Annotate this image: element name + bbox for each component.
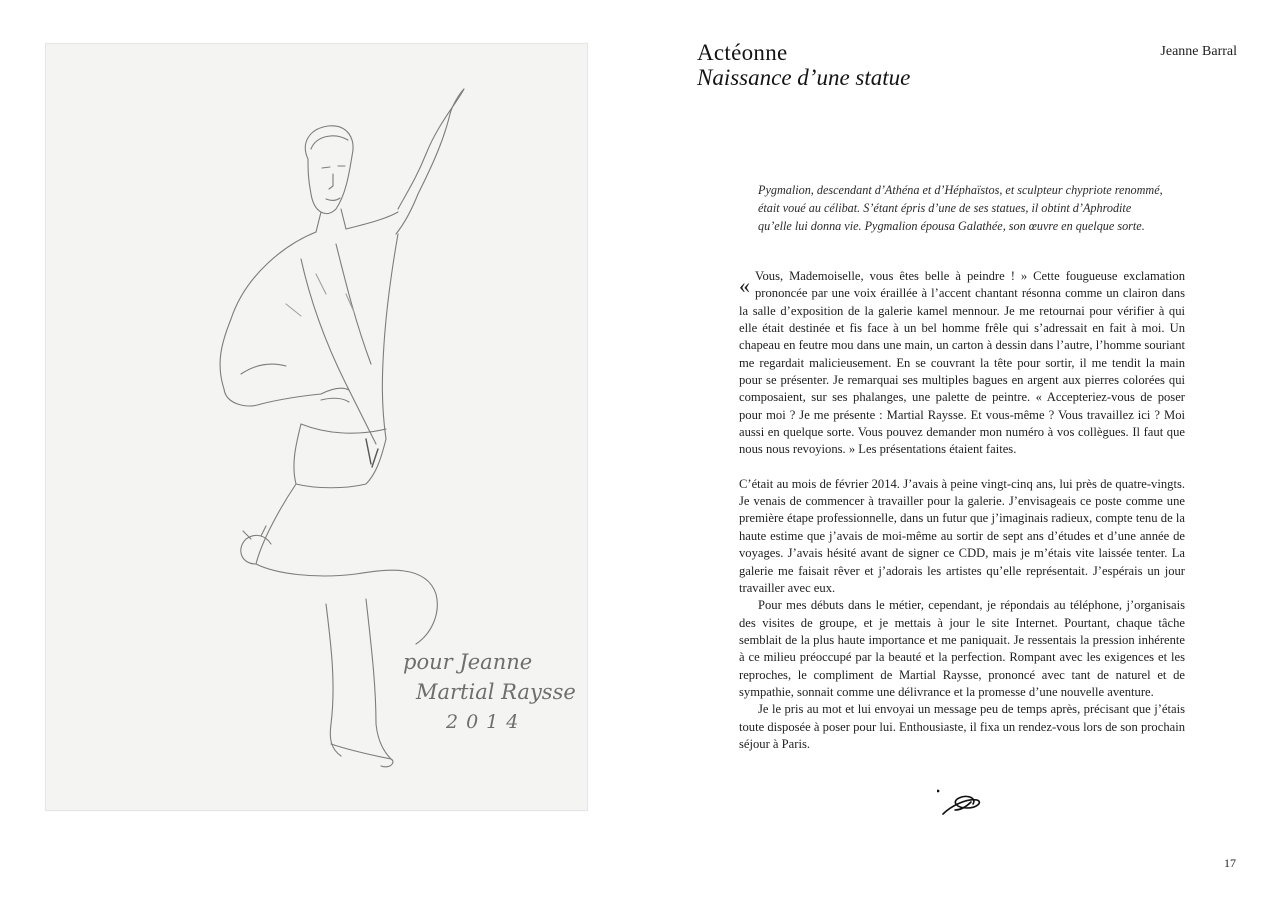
- paragraph-2: C’était au mois de février 2014. J’avais à peine vingt-cinq ans, lui près de quatre-vingts. Je venais de commencer à travailler pour la galerie. J’envisageais ce poste comme une première étape professionnelle, dans un futur que j’imaginais radieux, compte tenu de la haute estime que j’avais de moi-même au sortir de sept ans d’études et d’une année de voyages. J’avais hésité avant de signer ce CDD, mais je m’étais vite laissée tenter. La galerie me faisait rêver et j’adorais les artistes qu’elle représentait. J’espérais un jour travailler avec eux.: [739, 476, 1185, 595]
- dedication-year: 2014: [446, 711, 527, 733]
- author-name: Jeanne Barral: [1160, 44, 1237, 59]
- flourish-ornament: [937, 788, 983, 818]
- paragraph-3: Pour mes débuts dans le métier, cependant, je répondais au téléphone, j’organisais des visites de groupe, et je mettais à jour le site Internet. Pourtant, chaque tâche semblait de la plus haute importance et me paniquait. Je ressentais la pression inhérente à ce milieu préoccupé par la beauté et la perfection. Rompant avec les exigences et les reproches, le compliment de Martial Raysse, prononcé avec tant de naturel et de sympathie, sonnait comme une délivrance et la promesse d’une nouvelle aventure.: [739, 598, 1185, 699]
- figure-sketch: [46, 44, 587, 810]
- pencil-drawing: [45, 43, 588, 811]
- paragraph-4: Je le pris au mot et lui envoyai un message peu de temps après, précisant que j’étais toute disposée à poser pour lui. Enthousiaste, il fixa un rendez-vous lors de son prochain séjour à Paris.: [739, 702, 1185, 751]
- open-quote-glyph: «: [739, 273, 750, 298]
- paragraph-1-text: Vous, Mademoiselle, vous êtes belle à peindre ! » Cette fougueuse exclamation prononcée par une voix éraillée à l’accent chantant résonna comme un clairon dans la salle d’exposition de la galerie kamel mennour. Je me retournai pour vérifier à qui elle était destinée et fis face à un bel homme frêle qui s’adressait en fait à moi. Un chapeau en feutre mou dans une main, un carton à dessin dans l’autre, l’homme souriant me regardait malicieusement. En se couvrant la tête pour sortir, il me tendit la main pour se présenter. Je remarquai ses multiples bagues en argent aux pierres colorées qui composaient, sur ses phalanges, une palette de peintre. « Accepteriez-vous de poser pour moi ? Je me présente : Martial Raysse. Et vous-même ? Vous travaillez ici ? Moi aussi en quelque sorte. Vous pouvez demander mon numéro à vos collègues. Il faut que nous nous revoyions. » Les présentations étaient faites.: [739, 269, 1185, 457]
- dedication-line1: pour Jeanne: [403, 650, 533, 674]
- title-line1: Actéonne: [697, 40, 788, 65]
- dedication-line2: Martial Raysse: [416, 680, 576, 704]
- body-text: [739, 268, 1185, 753]
- page-number: 17: [1224, 856, 1236, 870]
- title-line2: Naissance d’une statue: [697, 65, 911, 90]
- paragraph-1: [739, 268, 1185, 459]
- epigraph: Pygmalion, descendant d’Athéna et d’Héphaïstos, et sculpteur chypriote renommé, était voué au célibat. S’étant épris d’une de ses statues, il obtint d’Aphrodite qu’elle lui donna vie. Pygmalion épousa Galathée, son œuvre en quelque sorte.: [758, 183, 1163, 233]
